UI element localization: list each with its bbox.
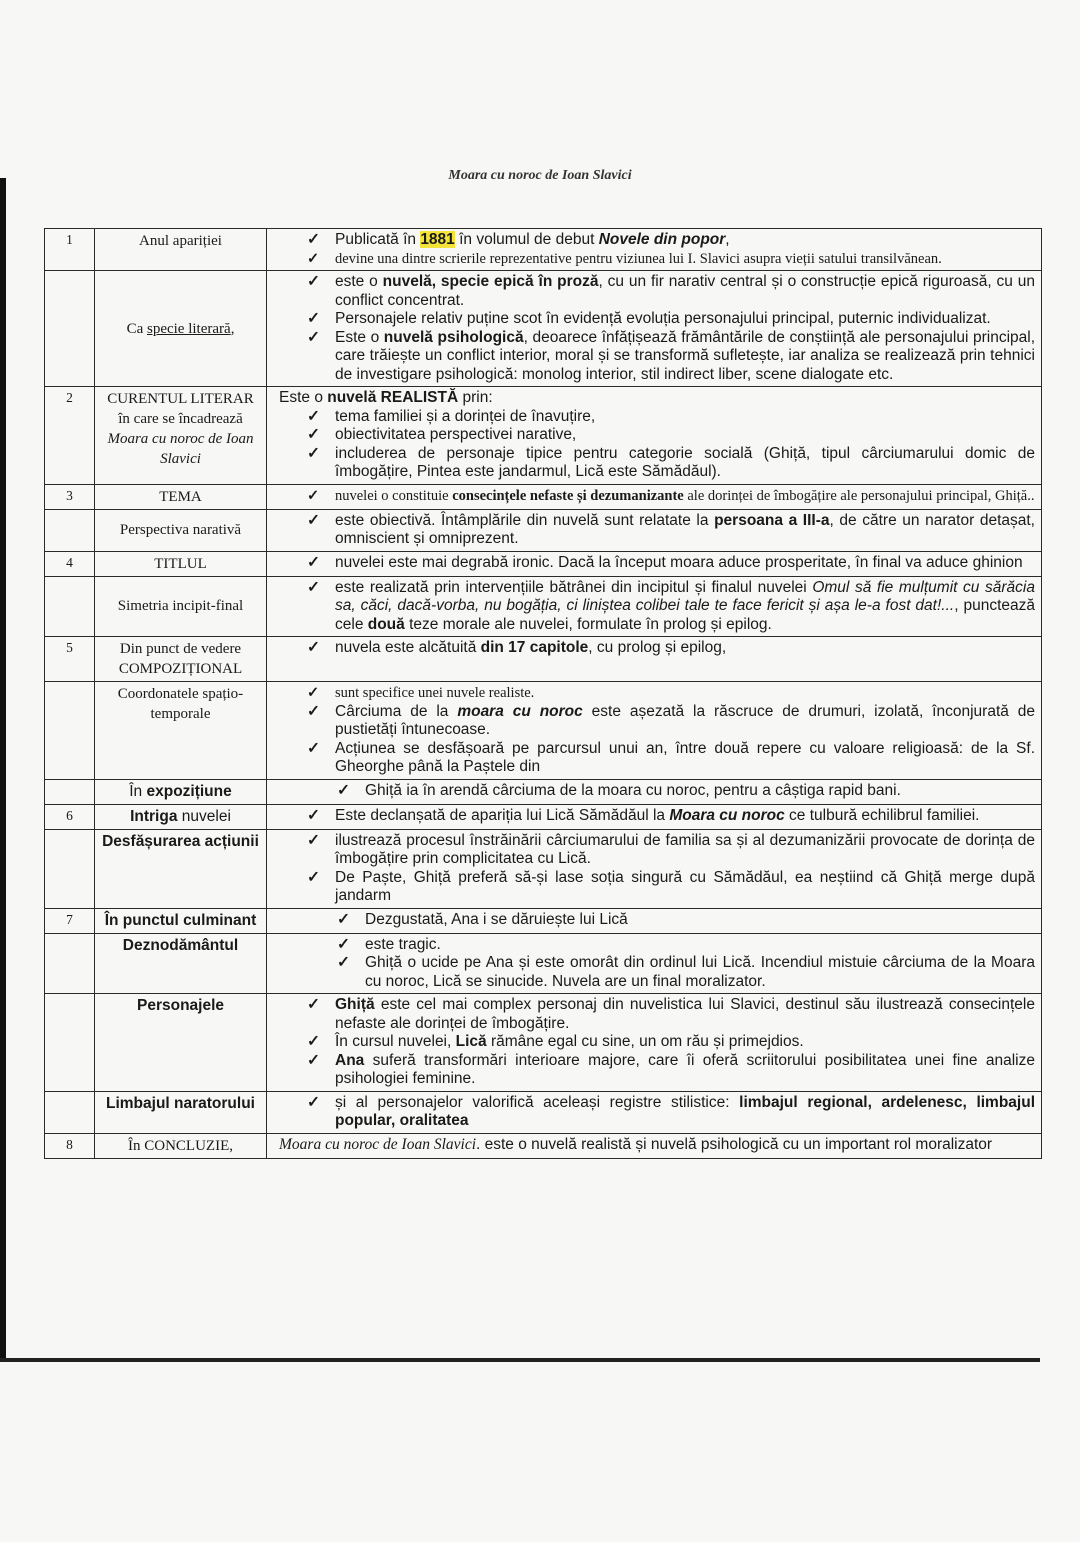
check-icon: ✓: [337, 910, 350, 928]
row-label: TITLUL: [95, 551, 267, 576]
row-number: 8: [45, 1133, 95, 1158]
list-item: ✓ includerea de personaje tipice pentru categorie socială (Ghiță, tipul cârciumarului domic de îmbogățire, Pintea este jandarmul, Lică este Sămădăul).: [307, 444, 1035, 480]
list-item: ✓ Personajele relativ puține scot în evidență evoluția personajului principal, puternic individualizat.: [307, 310, 991, 327]
row-content: [267, 933, 1042, 994]
check-icon: ✓: [307, 996, 320, 1013]
row-number: 3: [45, 484, 95, 509]
check-icon: ✓: [307, 685, 320, 701]
row-content: [267, 994, 1042, 1092]
row-number: 1: [45, 229, 95, 271]
summary-table: [44, 228, 1042, 1159]
row-label: Perspectiva narativă: [95, 509, 267, 551]
check-icon: ✓: [307, 310, 320, 327]
check-icon: ✓: [307, 702, 320, 720]
row-content: [267, 829, 1042, 908]
row-number: 6: [45, 804, 95, 829]
table-row: [45, 484, 1042, 509]
row-label: Simetria incipit-final: [95, 576, 267, 637]
table-row: [45, 994, 1042, 1092]
row-content: [267, 682, 1042, 780]
list-item: ✓ este realizată prin intervențiile bătrânei din incipitul și finalul nuvelei Omul să fie mulțumit cu sărăcia sa, căci, dacă-vorba, nu bogăția, ci liniștea colibei tale te face fericit și așa le-a fost dat!..., punctează cele două teze morale ale nuvelei, formulate în prolog și epilog.: [307, 578, 1035, 633]
list-item: ✓ Ana suferă transformări interioare majore, care îi oferă scriitorului posibilitatea unei fine analize psihologiei feminine.: [307, 1051, 1035, 1087]
table-row: [45, 576, 1042, 637]
table-row: [45, 551, 1042, 576]
row-content: [267, 484, 1042, 509]
row-label: Limbajul naratorului: [95, 1091, 267, 1133]
table-row: [45, 229, 1042, 271]
row-number: 7: [45, 908, 95, 933]
check-icon: ✓: [337, 781, 350, 799]
page-edge-shadow: [0, 178, 6, 1358]
check-icon: ✓: [307, 1051, 320, 1069]
list-item: ✓ Dezgustată, Ana i se dăruiește lui Lică: [337, 910, 628, 928]
check-icon: ✓: [307, 426, 320, 443]
row-label: CURENTUL LITERAR în care se încadrează Moara cu noroc de Ioan Slavici: [95, 387, 267, 485]
check-icon: ✓: [307, 553, 320, 571]
list-item: ✓ Ghiță o ucide pe Ana și este omorât din ordinul lui Lică. Incendiul mistuie cârciuma de la Moara cu noroc, Lică se sinucide. Nuvela are un final moralizator.: [337, 954, 1035, 990]
check-icon: ✓: [307, 1033, 320, 1050]
table-row: [45, 509, 1042, 551]
check-icon: ✓: [307, 739, 320, 757]
check-icon: ✓: [307, 231, 320, 248]
table-row: [45, 682, 1042, 780]
row-label: Desfășurarea acțiunii: [95, 829, 267, 908]
row-label: În expozițiune: [95, 779, 267, 804]
table-row: [45, 779, 1042, 804]
row-content: [267, 229, 1042, 271]
check-icon: ✓: [307, 250, 320, 267]
check-icon: ✓: [337, 935, 350, 953]
check-icon: ✓: [337, 954, 350, 971]
check-icon: ✓: [307, 578, 320, 596]
check-icon: ✓: [307, 407, 320, 425]
row-content: [267, 908, 1042, 933]
list-item: ✓ devine una dintre scrierile reprezentative pentru viziunea lui I. Slavici asupra vieții satului transilvănean.: [307, 250, 942, 267]
list-item: ✓ nuvelei este mai degrabă ironic. Dacă la început moara aduce prosperitate, în final va aduce ghinion: [307, 553, 1023, 571]
row-label: În punctul culminant: [95, 908, 267, 933]
table-row: [45, 637, 1042, 682]
list-item: ✓ Este o nuvelă psihologică, deoarece înfățișează frământările de conștiință ale personajului principal, care trăiește un conflict interior, moral și se transformă sufletește, iar analiza se realizează prin tehnici de investigare psihologică: monolog interior, stil indirect liber, scene dialogate etc.: [307, 328, 1036, 383]
row-content: [267, 509, 1042, 551]
list-item: ✓ De Paște, Ghiță preferă să-și lase soția singură cu Sămădăul, ea neștiind că Ghiță merge după jandarm: [307, 868, 1035, 904]
list-item: ✓ este tragic.: [337, 935, 441, 953]
row-content: [267, 576, 1042, 637]
row-number: 2: [45, 387, 95, 485]
row-label: Coordonatele spațio-temporale: [95, 682, 267, 780]
highlighted-year: 1881: [420, 231, 455, 248]
check-icon: ✓: [307, 868, 320, 886]
table-row: [45, 804, 1042, 829]
list-item: ✓ nuvelei o constituie consecințele nefaste și dezumanizante ale dorinței de îmbogățire ale personajului principal, Ghiță..: [307, 487, 1035, 504]
check-icon: ✓: [307, 639, 320, 656]
row-label: Anul apariției: [95, 229, 267, 271]
check-icon: ✓: [307, 806, 320, 824]
page-bottom-edge: [0, 1358, 1040, 1362]
list-item: ✓ nuvela este alcătuită din 17 capitole, cu prolog și epilog,: [307, 639, 727, 656]
list-item: ✓ Ghiță ia în arendă cârciuma de la moara cu noroc, pentru a câștiga rapid bani.: [337, 781, 901, 799]
check-icon: ✓: [307, 831, 320, 849]
check-icon: ✓: [307, 511, 320, 529]
row-content: Este o nuvelă REALISTĂ prin: ✓ tema familiei și a dorinței de înavuțire, ✓ obiectivitatea perspectivei narative, ✓ includerea de personaje tipice pentru categorie socială (Ghiță, tipul cârciumarului domic de îmbogățire, Pintea este jandarmul, Lică este Sămădăul).: [267, 387, 1042, 485]
table-row: [45, 829, 1042, 908]
check-icon: ✓: [307, 444, 320, 462]
row-label: Personajele: [95, 994, 267, 1092]
row-content: [267, 271, 1042, 387]
row-label: Din punct de vedere COMPOZIȚIONAL: [95, 637, 267, 682]
row-label: Intriga nuvelei: [95, 804, 267, 829]
table-row: [45, 933, 1042, 994]
row-content: [267, 637, 1042, 682]
row-label: Ca specie literară,: [95, 271, 267, 387]
list-item: ✓ ilustrează procesul înstrăinării cârciumarului de familia sa și al dezumanizării provocate de dorința de îmbogățire prin complicitatea cu Lică.: [307, 831, 1035, 867]
list-item: ✓ este o nuvelă, specie epică în proză, cu un fir narativ central și o construcție epică riguroasă, cu un conflict concentrat.: [307, 273, 1036, 309]
row-label: În CONCLUZIE,: [95, 1133, 267, 1158]
row-label: TEMA: [95, 484, 267, 509]
list-item: ✓ Ghiță este cel mai complex personaj din nuvelistica lui Slavici, destinul său ilustrează consecințele nefaste ale dorinței de îmbogățire.: [307, 996, 1035, 1032]
list-item: ✓ și al personajelor valorifică aceleași registre stilistice: limbajul regional, ardelenesc, limbajul popular, oralitatea: [307, 1093, 1036, 1129]
row-content: [267, 551, 1042, 576]
row-number: 4: [45, 551, 95, 576]
list-item: ✓ sunt specifice unei nuvele realiste.: [307, 685, 535, 701]
table-row: [45, 908, 1042, 933]
row-content: [267, 1091, 1042, 1133]
list-item: ✓ este obiectivă. Întâmplările din nuvelă sunt relatate la persoana a III-a, de către un narator detașat, omniscient și omniprezent.: [307, 511, 1035, 547]
table-row: [45, 1091, 1042, 1133]
row-content: [267, 779, 1042, 804]
list-item: ✓ tema familiei și a dorinței de înavuțire,: [307, 407, 596, 425]
list-item: ✓ Acțiunea se desfășoară pe parcursul unui an, între două repere cu valoare religioasă: de la Sf. Gheorghe până la Paștele din: [307, 739, 1035, 775]
list-item: ✓ Publicată în 1881 în volumul de debut Novele din popor,: [307, 231, 730, 248]
check-icon: ✓: [307, 273, 320, 290]
list-item: ✓ Cârciuma de la moara cu noroc este așezată la răscruce de drumuri, izolată, înconjurată de pustietăți întunecoase.: [307, 702, 1035, 738]
list-item: ✓ În cursul nuvelei, Lică rămâne egal cu sine, un om rău și primejdios.: [307, 1033, 804, 1050]
list-item: ✓ Este declanșată de apariția lui Lică Sămădăul la Moara cu noroc ce tulbură echilibrul familiei.: [307, 806, 980, 824]
row-number: 5: [45, 637, 95, 682]
table-row: [45, 1133, 1042, 1158]
check-icon: ✓: [307, 487, 320, 504]
table-row: [45, 271, 1042, 387]
check-icon: ✓: [307, 328, 320, 346]
list-item: ✓ obiectivitatea perspectivei narative,: [307, 426, 577, 443]
check-icon: ✓: [307, 1093, 320, 1111]
row-content: Moara cu noroc de Ioan Slavici. este o nuvelă realistă și nuvelă psihologică cu un important rol moralizator: [267, 1133, 1042, 1158]
document-title: Moara cu noroc de Ioan Slavici: [448, 168, 632, 183]
table-row: [45, 387, 1042, 485]
row-content: [267, 804, 1042, 829]
row-label: Deznodământul: [95, 933, 267, 994]
